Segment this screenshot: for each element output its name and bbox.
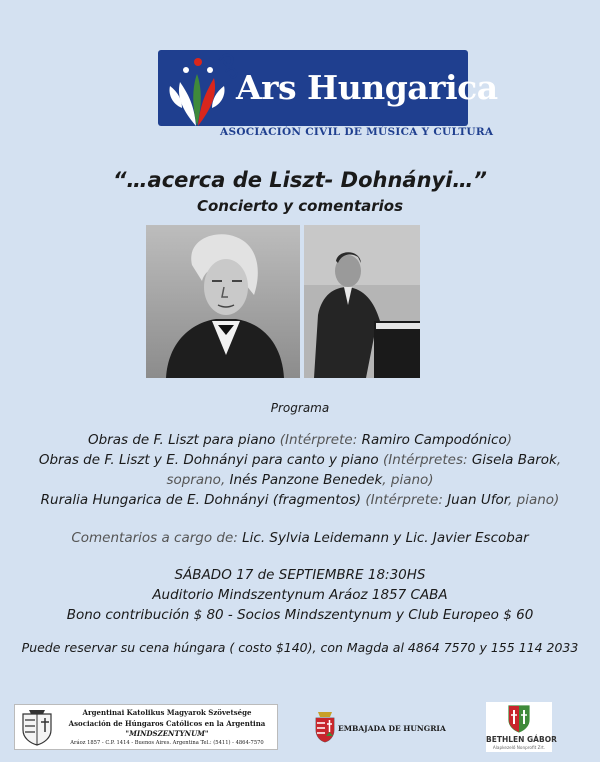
embassy-name: EMBAJADA DE HUNGRIA bbox=[338, 724, 446, 733]
performer-name: Juan Ufor bbox=[447, 492, 509, 508]
performer-label: (Intérprete: bbox=[365, 492, 448, 508]
program-line-song-piano-cont bbox=[0, 472, 600, 488]
performer-role: soprano, bbox=[166, 472, 230, 488]
event-date: SÁBADO 17 de SEPTIEMBRE 18:30HS bbox=[174, 567, 426, 583]
performer-name: Inés Panzone Benedek bbox=[229, 472, 383, 488]
ars-hungarica-logo bbox=[158, 50, 498, 144]
org-name-spanish: Asociación de Húngaros Católicos en la Argentina bbox=[68, 719, 266, 728]
program-work: Obras de F. Liszt para piano bbox=[87, 432, 280, 448]
performer-role: , piano) bbox=[382, 472, 434, 488]
logo-subtitle: ASOCIACIÓN CIVIL DE MÚSICA Y CULTURA bbox=[220, 126, 494, 138]
comments-prefix: Comentarios a cargo de: bbox=[71, 530, 243, 546]
bethlen-gabor-logo bbox=[486, 702, 557, 752]
comma: , bbox=[556, 452, 562, 468]
bethlen-gabor-subtitle: Alapkezelő Nonprofit Zrt. bbox=[492, 745, 546, 750]
org-address: Aráoz 1857 - C.P. 1414 - Buenos Aires. Argentina Tel.: (5411) - 4864-7570 bbox=[70, 740, 264, 746]
closing-paren: ) bbox=[506, 432, 512, 448]
event-subtitle: Concierto y comentarios bbox=[196, 197, 404, 215]
performer-name: Gisela Barok bbox=[471, 452, 557, 468]
logo-name: Ars Hungarica bbox=[236, 68, 498, 107]
program-work: Obras de F. Liszt y E. Dohnányi para canto y piano bbox=[38, 452, 383, 468]
bethlen-gabor-name: BETHLEN GÁBOR bbox=[486, 735, 557, 744]
program-work: Ruralia Hungarica de E. Dohnányi (fragmentos) bbox=[40, 492, 366, 508]
comments-line bbox=[0, 530, 600, 546]
performer-label: (Intérpretes: bbox=[382, 452, 472, 468]
org-name-hungarian: Argentinai Katolikus Magyarok Szövetsége bbox=[82, 708, 252, 717]
hungarian-coat-of-arms-icon bbox=[314, 710, 336, 744]
performer-role: , piano) bbox=[508, 492, 560, 508]
program-line-song-piano bbox=[0, 452, 600, 468]
org-short-name: "MINDSZENTYNUM" bbox=[125, 729, 209, 738]
program-line-ruralia bbox=[0, 492, 600, 508]
comments-names: Lic. Sylvia Leidemann y Lic. Javier Escobar bbox=[242, 530, 529, 546]
dohnanyi-at-piano-photo bbox=[304, 225, 420, 378]
program-heading: Programa bbox=[270, 401, 330, 415]
bethlen-gabor-shield-icon bbox=[508, 705, 530, 733]
performer-label: (Intérprete: bbox=[279, 432, 362, 448]
dinner-reservation: Puede reservar su cena húngara ( costo $140), con Magda al 4864 7570 y 155 114 2033 bbox=[21, 640, 579, 655]
event-title: “…acerca de Liszt- Dohnányi…” bbox=[113, 168, 487, 192]
liszt-portrait bbox=[146, 225, 300, 378]
hungarian-crest-icon bbox=[19, 708, 55, 746]
performer-name: Ramiro Campodónico bbox=[361, 432, 507, 448]
mindszentynum-logo-box bbox=[14, 704, 278, 750]
program-line-liszt-piano bbox=[0, 432, 600, 448]
embassy-logo bbox=[314, 710, 444, 748]
event-venue: Auditorio Mindszentynum Aráoz 1857 CABA bbox=[152, 587, 448, 603]
event-bono: Bono contribución $ 80 - Socios Mindszentynum y Club Europeo $ 60 bbox=[66, 607, 534, 623]
